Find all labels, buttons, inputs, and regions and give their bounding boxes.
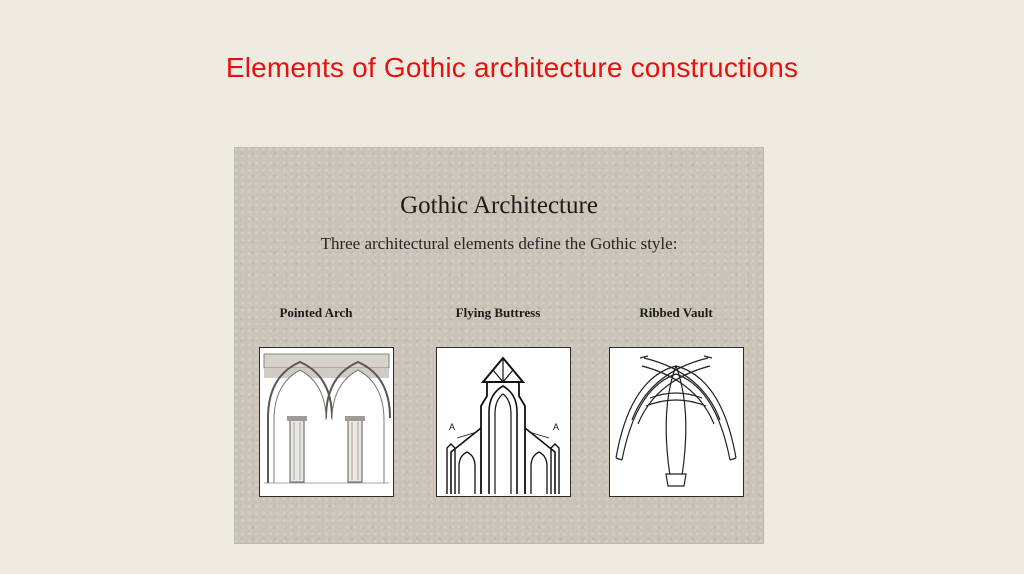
- panel-subheading: Three architectural elements define the Gothic style:: [320, 234, 678, 253]
- gothic-image-panel: [234, 147, 764, 544]
- buttress-marker-right: A: [553, 422, 560, 432]
- buttress-marker-left: A: [449, 422, 456, 432]
- ribbed-vault-illustration: [609, 347, 744, 497]
- slide-title: Elements of Gothic architecture constructions: [225, 52, 799, 83]
- flying-buttress-illustration: [436, 347, 571, 497]
- caption-flying-buttress: Flying Buttress: [455, 305, 541, 320]
- pointed-arch-illustration: [259, 347, 394, 497]
- flying-buttress-drawing: [437, 348, 570, 496]
- ribbed-vault-drawing: [610, 348, 743, 496]
- pointed-arch-drawing: [260, 348, 393, 496]
- caption-pointed-arch: Pointed Arch: [279, 305, 353, 320]
- caption-ribbed-vault: Ribbed Vault: [639, 305, 713, 320]
- panel-heading: Gothic Architecture: [400, 192, 598, 219]
